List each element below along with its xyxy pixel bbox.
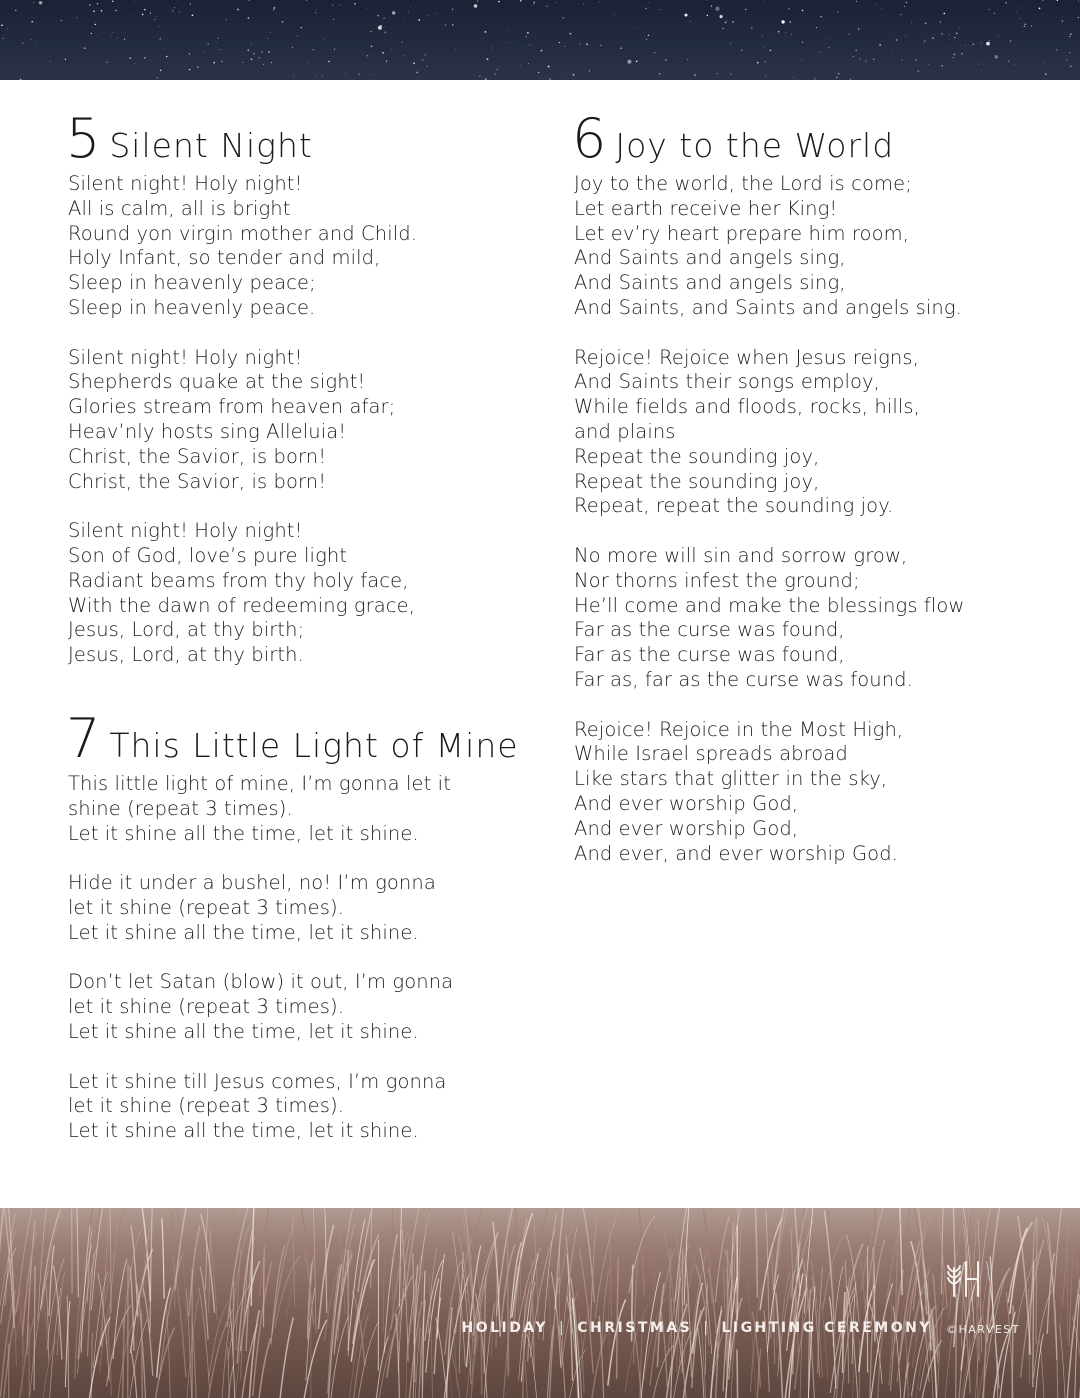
lyric-line: Glories stream from heaven afar; — [68, 395, 396, 419]
lyric-line: Christ, the Savior, is born! — [68, 444, 327, 468]
grass-field-banner — [0, 1208, 1080, 1398]
wheat-h-icon — [940, 1260, 980, 1298]
right-column — [572, 107, 1032, 891]
verse — [68, 772, 526, 846]
lyric-line: Shepherds quake at the sight! — [68, 370, 366, 394]
harvest-logo — [940, 1260, 1020, 1340]
song-lyrics — [66, 772, 526, 1144]
lyric-line: shine (repeat 3 times). — [68, 796, 293, 820]
lyric-line: Silent night! Holy night! — [68, 345, 303, 369]
lyric-line: Heav’nly hosts sing Alleluia! — [68, 419, 347, 443]
lyric-line: let it shine (repeat 3 times). — [68, 1094, 344, 1118]
lyric-line: Let it shine all the time, let it shine. — [68, 1119, 419, 1143]
lyric-line: And Saints, and Saints and angels sing. — [574, 295, 962, 319]
lyric-line: Don’t let Satan (blow) it out, I’m gonna — [68, 970, 454, 994]
lyric-line: Rejoice! Rejoice when Jesus reigns, — [574, 345, 919, 369]
verse — [574, 172, 1032, 321]
footer-breadcrumb — [462, 1320, 932, 1336]
song-number: 6 — [572, 107, 606, 170]
lyric-line: Sleep in heavenly peace. — [68, 295, 316, 319]
lyric-line: let it shine (repeat 3 times). — [68, 995, 344, 1019]
footer-separator: | — [703, 1320, 711, 1336]
lyric-line: He’ll come and make the blessings flow — [574, 593, 965, 617]
song-this-little-light — [66, 706, 526, 1144]
lyric-line: let it shine (repeat 3 times). — [68, 895, 344, 919]
verse — [68, 970, 526, 1044]
lyric-line: Hide it under a bushel, no! I’m gonna — [68, 871, 436, 895]
left-column — [66, 107, 526, 1169]
lyric-line: All is calm, all is bright — [68, 196, 291, 220]
song-number: 5 — [66, 107, 100, 170]
lyric-line: Let ev’ry heart prepare him room, — [574, 221, 910, 245]
brand-name: ©HARVEST — [945, 1323, 1020, 1336]
verse — [68, 172, 526, 321]
song-joy-to-the-world — [572, 107, 1032, 866]
lyric-line: Let it shine all the time, let it shine. — [68, 1019, 419, 1043]
lyric-line: Far as the curse was found, — [574, 618, 845, 642]
verse — [574, 346, 1032, 520]
stars-decoration — [0, 0, 1080, 80]
song-heading — [66, 706, 526, 770]
verse — [68, 1070, 526, 1144]
verse — [68, 871, 526, 945]
lyric-line: This little light of mine, I’m gonna let it — [68, 771, 451, 795]
footer-item-lighting-ceremony: LIGHTING CEREMONY — [721, 1320, 932, 1336]
lyric-line: Joy to the world, the Lord is come; — [574, 172, 912, 195]
lyric-line: Holy Infant, so tender and mild, — [68, 246, 381, 270]
song-heading — [66, 107, 526, 170]
lyric-line: Jesus, Lord, at thy birth; — [68, 618, 305, 642]
verse — [574, 718, 1032, 867]
lyric-line: Let it shine till Jesus comes, I’m gonna — [68, 1069, 447, 1093]
lyric-line: Repeat the sounding joy, — [574, 469, 820, 493]
song-title: This Little Light of Mine — [109, 725, 519, 765]
lyric-line: Rejoice! Rejoice in the Most High, — [574, 717, 904, 741]
lyric-line: Sleep in heavenly peace; — [68, 271, 316, 295]
verse — [574, 544, 1032, 693]
lyric-line: Repeat, repeat the sounding joy. — [574, 494, 894, 518]
song-number: 7 — [66, 706, 100, 770]
footer-item-christmas: CHRISTMAS — [577, 1320, 693, 1336]
lyric-line: Let earth receive her King! — [574, 196, 838, 220]
verse — [68, 346, 526, 495]
lyric-line: And ever, and ever worship God. — [574, 841, 898, 865]
lyric-line: and plains — [574, 419, 676, 443]
night-sky-banner — [0, 0, 1080, 80]
lyric-line: Let it shine all the time, let it shine. — [68, 821, 419, 845]
footer-item-holiday: HOLIDAY — [461, 1320, 549, 1336]
song-lyrics — [66, 172, 526, 668]
lyric-line: Jesus, Lord, at thy birth. — [68, 643, 304, 667]
verse — [68, 519, 526, 668]
lyric-line: While Israel spreads abroad — [574, 742, 848, 766]
lyric-line: And Saints and angels sing, — [574, 246, 846, 270]
song-title: Silent Night — [109, 126, 313, 165]
lyric-line: And Saints their songs employ, — [574, 370, 880, 394]
lyric-line: Let it shine all the time, let it shine. — [68, 920, 419, 944]
lyric-line: Repeat the sounding joy, — [574, 444, 820, 468]
lyric-line: Far as, far as the curse was found. — [574, 667, 913, 691]
lyric-line: Round yon virgin mother and Child. — [68, 221, 418, 245]
song-title: Joy to the World — [615, 126, 895, 165]
lyric-line: Radiant beams from thy holy face, — [68, 568, 409, 592]
lyric-line: Far as the curse was found, — [574, 643, 845, 667]
lyric-line: Silent night! Holy night! — [68, 519, 303, 543]
footer-separator: | — [559, 1320, 567, 1336]
lyric-line: Nor thorns infest the ground; — [574, 568, 860, 592]
song-silent-night — [66, 107, 526, 668]
song-lyrics — [572, 172, 1032, 866]
lyric-line: And Saints and angels sing, — [574, 271, 846, 295]
lyric-line: Silent night! Holy night! — [68, 172, 303, 195]
lyric-line: Like stars that glitter in the sky, — [574, 767, 888, 791]
lyric-line: While fields and floods, rocks, hills, — [574, 395, 920, 419]
lyric-line: No more will sin and sorrow grow, — [574, 543, 908, 567]
lyric-line: With the dawn of redeeming grace, — [68, 593, 416, 617]
lyric-line: Son of God, love’s pure light — [68, 543, 348, 567]
lyric-line: And ever worship God, — [574, 791, 799, 815]
lyric-line: And ever worship God, — [574, 816, 799, 840]
lyric-line: Christ, the Savior, is born! — [68, 469, 327, 493]
grass-decoration — [0, 1208, 1080, 1398]
song-heading — [572, 107, 1032, 170]
